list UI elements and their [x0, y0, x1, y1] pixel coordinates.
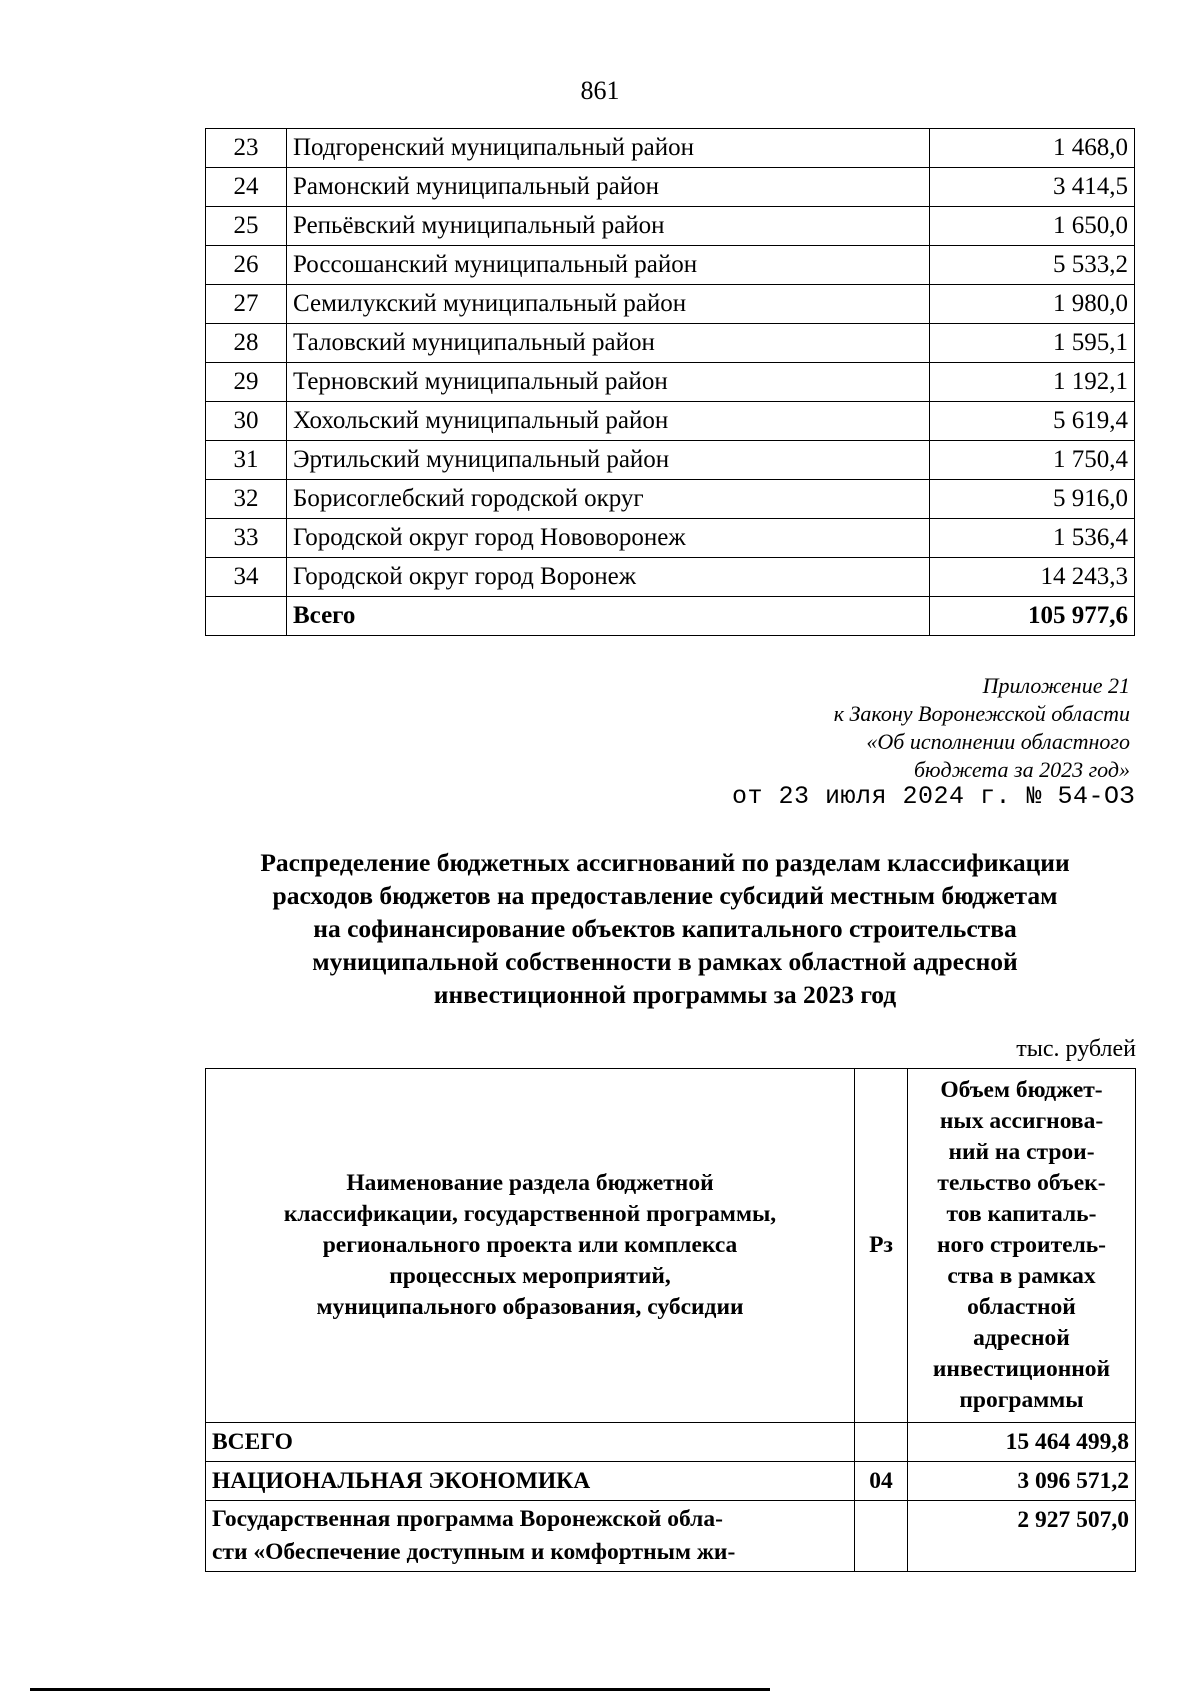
- district-value: 1 650,0: [930, 207, 1135, 246]
- row-number: 26: [206, 246, 287, 285]
- header-volume-line: ных ассигнова-: [939, 1108, 1104, 1134]
- row-number: 32: [206, 480, 287, 519]
- program-name-line: сти «Обеспечение доступным и комфортным жи-: [212, 1539, 736, 1565]
- row-number: 23: [206, 129, 287, 168]
- program-value: 2 927 507,0: [908, 1501, 1136, 1572]
- table-row: [206, 480, 1135, 519]
- district-name: Эртильский муниципальный район: [287, 441, 930, 480]
- title-line: на софинансирование объектов капитального строительства: [313, 914, 1017, 943]
- row-number: 34: [206, 558, 287, 597]
- header-volume-line: Объем бюджет-: [940, 1077, 1103, 1103]
- section-value: 15 464 499,8: [908, 1423, 1136, 1462]
- header-volume-line: ства в рамках: [947, 1263, 1096, 1289]
- total-value: 105 977,6: [930, 597, 1135, 636]
- table-row: [206, 129, 1135, 168]
- title-line: инвестиционной программы за 2023 год: [433, 980, 897, 1009]
- district-value: 1 750,4: [930, 441, 1135, 480]
- row-number: 30: [206, 402, 287, 441]
- district-name: Городской округ город Нововоронеж: [287, 519, 930, 558]
- document-title: [180, 846, 1150, 1011]
- district-value: 5 533,2: [930, 246, 1135, 285]
- header-name-line: классификации, государственной программы,: [283, 1201, 777, 1227]
- table-row: [206, 519, 1135, 558]
- units-label: тыс. рублей: [1016, 1036, 1136, 1062]
- header-volume-line: тельство объек-: [937, 1170, 1106, 1196]
- total-label: Всего: [287, 597, 930, 636]
- appendix-line: «Об исполнении областного: [866, 729, 1130, 754]
- header-volume-line: ного строитель-: [936, 1232, 1107, 1258]
- header-name-line: муниципального образования, субсидии: [316, 1294, 744, 1320]
- row-number: 24: [206, 168, 287, 207]
- row-number: 33: [206, 519, 287, 558]
- header-row: [206, 1069, 1136, 1423]
- table-row: [206, 558, 1135, 597]
- header-volume-line: программы: [959, 1387, 1084, 1413]
- appendix-line: бюджета за 2023 год»: [913, 757, 1130, 782]
- header-name-line: регионального проекта или комплекса: [322, 1232, 738, 1258]
- total-row: [206, 597, 1135, 636]
- header-volume-line: адресной: [973, 1325, 1070, 1351]
- header-volume-line: инвестиционной: [932, 1356, 1111, 1382]
- appendix-note: [834, 672, 1130, 784]
- table-row: [206, 246, 1135, 285]
- district-name: Таловский муниципальный район: [287, 324, 930, 363]
- district-value: 5 916,0: [930, 480, 1135, 519]
- section-rz: 04: [855, 1462, 908, 1501]
- district-name: Борисоглебский городской округ: [287, 480, 930, 519]
- appendix-line: Приложение 21: [982, 673, 1130, 698]
- district-value: 3 414,5: [930, 168, 1135, 207]
- table-row: [206, 402, 1135, 441]
- row-number: 31: [206, 441, 287, 480]
- district-value: 1 595,1: [930, 324, 1135, 363]
- row-number: [206, 597, 287, 636]
- district-name: Рамонский муниципальный район: [287, 168, 930, 207]
- section-rz: [855, 1423, 908, 1462]
- district-name: Городской округ город Воронеж: [287, 558, 930, 597]
- scan-edge-line: [30, 1688, 770, 1691]
- header-volume: [908, 1069, 1136, 1423]
- program-name-line: Государственная программа Воронежской обла-: [212, 1506, 723, 1532]
- table-row: [206, 1462, 1136, 1501]
- date-stamp: от 23 июля 2024 г. № 54-ОЗ: [732, 782, 1136, 811]
- header-volume-line: ний на строи-: [948, 1139, 1095, 1165]
- table-row: [206, 324, 1135, 363]
- page-number: 861: [580, 76, 620, 105]
- table-row: [206, 168, 1135, 207]
- header-name: [206, 1069, 855, 1423]
- district-name: Подгоренский муниципальный район: [287, 129, 930, 168]
- section-value: 3 096 571,2: [908, 1462, 1136, 1501]
- row-number: 29: [206, 363, 287, 402]
- row-number: 25: [206, 207, 287, 246]
- appendix-line: к Закону Воронежской области: [833, 701, 1130, 726]
- district-value: 5 619,4: [930, 402, 1135, 441]
- district-value: 14 243,3: [930, 558, 1135, 597]
- section-name: НАЦИОНАЛЬНАЯ ЭКОНОМИКА: [206, 1462, 855, 1501]
- title-line: Распределение бюджетных ассигнований по разделам классификации: [260, 848, 1070, 877]
- district-name: Репьёвский муниципальный район: [287, 207, 930, 246]
- header-rz: Рз: [855, 1069, 908, 1423]
- district-name: Семилукский муниципальный район: [287, 285, 930, 324]
- row-number: 28: [206, 324, 287, 363]
- district-value: 1 980,0: [930, 285, 1135, 324]
- district-value: 1 536,4: [930, 519, 1135, 558]
- title-line: муниципальной собственности в рамках областной адресной: [312, 947, 1018, 976]
- table-row: [206, 285, 1135, 324]
- section-name: ВСЕГО: [206, 1423, 855, 1462]
- program-rz: [855, 1501, 908, 1572]
- header-volume-line: областной: [967, 1294, 1076, 1320]
- table-row: [206, 1423, 1136, 1462]
- title-line: расходов бюджетов на предоставление субсидий местным бюджетам: [272, 881, 1058, 910]
- allocation-table: [205, 1068, 1136, 1572]
- district-value: 1 192,1: [930, 363, 1135, 402]
- header-volume-line: тов капиталь-: [946, 1201, 1097, 1227]
- table-row: [206, 363, 1135, 402]
- district-name: Россошанский муниципальный район: [287, 246, 930, 285]
- table-row: [206, 441, 1135, 480]
- table-row: [206, 1501, 1136, 1572]
- program-name: [206, 1501, 855, 1572]
- row-number: 27: [206, 285, 287, 324]
- table-row: [206, 207, 1135, 246]
- districts-table: [205, 128, 1135, 636]
- district-name: Хохольский муниципальный район: [287, 402, 930, 441]
- header-name-line: Наименование раздела бюджетной: [346, 1170, 714, 1196]
- district-name: Терновский муниципальный район: [287, 363, 930, 402]
- district-value: 1 468,0: [930, 129, 1135, 168]
- header-name-line: процессных мероприятий,: [389, 1263, 671, 1289]
